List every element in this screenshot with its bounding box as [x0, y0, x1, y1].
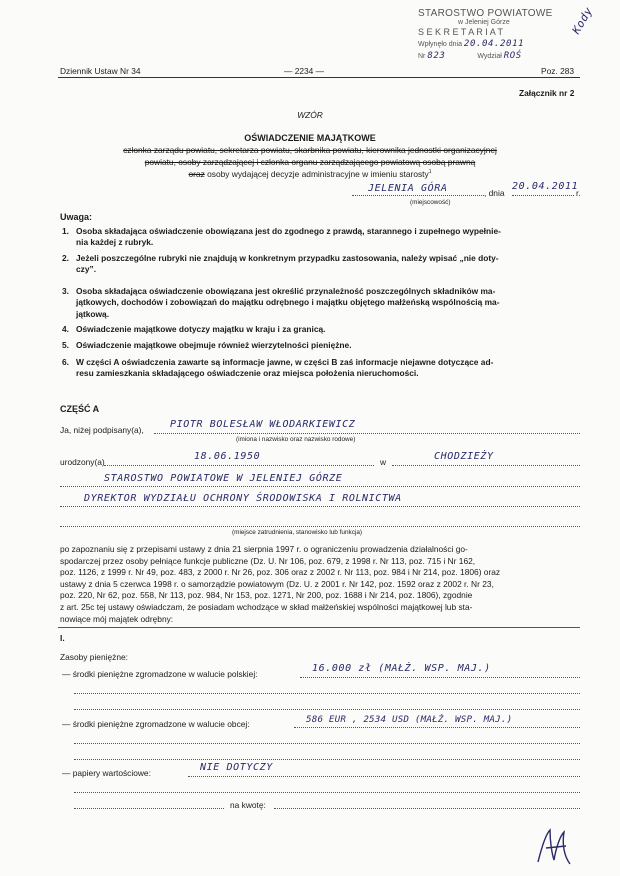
note-number: 4. — [62, 324, 69, 334]
securities-value: NIE DOTYCZY — [200, 762, 273, 773]
note-line: Oświadczenie majątkowe obejmuje również wierzytelności pieniężne. — [76, 340, 352, 350]
annex-label: Załącznik nr 2 — [519, 88, 575, 98]
pln-line — [300, 677, 580, 678]
corner-note: Kody — [569, 4, 596, 37]
stamp-title: STAROSTWO POWIATOWE — [418, 8, 553, 19]
name-caption: (imiona i nazwisko oraz nazwisko rodowe) — [236, 436, 356, 443]
page-number: — 2234 — — [284, 66, 325, 76]
birth-date: 18.06.1950 — [194, 451, 261, 462]
note-text — [76, 340, 576, 351]
stamp-subtitle: w Jeleniej Górze — [458, 19, 510, 26]
section-i-heading: I. — [60, 633, 65, 643]
workplace-text-1: STAROSTWO POWIATOWE W JELENIEJ GÓRZE — [104, 473, 343, 484]
birth-date-line — [104, 465, 374, 466]
note-line: nia każdej z rubryk. — [76, 237, 154, 248]
subtitle-struck-word: oraz — [188, 169, 205, 179]
stamp-number-row — [418, 51, 568, 61]
note-line: resu zamieszkania składającego oświadczenie oraz miejsca położenia nieruchomości. — [76, 368, 419, 379]
struck-line-1: członka zarządu powiatu, sekretarza powiatu, skarbnika powiatu, kierownika jednostki organizacyjnej — [123, 145, 497, 155]
foreign-extra-line-1 — [74, 743, 580, 744]
name-line — [154, 433, 580, 434]
declarant-name: PIOTR BOLESŁAW WŁODARKIEWICZ — [170, 419, 356, 430]
office-stamp — [418, 8, 568, 61]
note-line: czy”. — [76, 264, 97, 275]
securities-extra-line-1 — [74, 792, 580, 793]
note-number: 6. — [62, 357, 69, 367]
part-a-heading: CZĘŚĆ A — [60, 404, 100, 414]
note-number: 2. — [62, 253, 69, 263]
note-number: 5. — [62, 340, 69, 350]
notes-heading: Uwaga: — [60, 212, 93, 222]
wzor-label: WZÓR — [297, 110, 323, 120]
stamp-sekretariat: S E K R E T A R I A T — [418, 27, 504, 37]
place-line — [352, 195, 484, 196]
initials-signature — [534, 826, 578, 868]
section-rule — [58, 627, 580, 628]
securities-extra-line-2 — [74, 808, 224, 809]
stamp-received-value: 20.04.2011 — [463, 39, 525, 49]
workplace-line-1 — [60, 486, 580, 487]
amount-label: na kwotę: — [230, 800, 266, 810]
note-line: W części A oświadczenia zawarte są informacje jawne, w części B zaś informacje niejawne dotyczące ad- — [76, 357, 494, 367]
document-title: OŚWIADCZENIE MAJĄTKOWE — [244, 133, 376, 143]
date-label: , dnia — [484, 188, 505, 198]
date-line — [512, 195, 574, 196]
foreign-value: 586 EUR , 2534 USD (MAŁŻ. WSP. MAJ.) — [306, 714, 513, 725]
note-line: Oświadczenie majątkowe dotyczy majątku w kraju i za granicą. — [76, 324, 326, 334]
birth-place-line — [392, 465, 580, 466]
year-suffix: r. — [576, 188, 581, 198]
note-text — [76, 226, 576, 249]
place-caption: (miejscowość) — [410, 199, 451, 206]
note-line: jątkową. — [76, 308, 110, 319]
workplace-text-2: DYREKTOR WYDZIAŁU OCHRONY ŚRODOWISKA I ROLNICTWA — [84, 493, 402, 504]
stamp-wydzial-value: ROŚ — [503, 51, 522, 61]
birth-place-label: w — [380, 457, 387, 467]
pln-label: — środki pieniężne zgromadzone w walucie polskiej: — [62, 669, 258, 679]
note-text — [76, 286, 576, 320]
note-line: Jeżeli poszczególne rubryki nie znajdują w konkretnym przypadku zastosowania, należy wpisać „nie doty- — [76, 253, 499, 263]
date-value: 20.04.2011 — [512, 181, 579, 192]
paragraph-line: ustawy z dnia 5 czerwca 1998 r. o samorządzie powiatowym (Dz. U. z 2001 r. Nr 142, poz. 1592 oraz z 2002 r. Nr 23, — [60, 578, 494, 589]
subtitle-line — [30, 169, 590, 179]
birth-place: CHODZIEŻY — [434, 451, 494, 462]
stamp-received-row — [418, 39, 568, 49]
birth-label: urodzony(a) — [60, 457, 105, 467]
stamp-received-label: Wpłynęło dnia — [418, 41, 462, 48]
paragraph-line: spodarczej przez osoby pełniące funkcje publiczne (Dz. U. Nr 106, poz. 679, z 1998 r. Nr 113, poz. 715 i Nr 162, — [60, 555, 476, 566]
paragraph-line: z art. 25c tej ustawy oświadczam, że posiadam wchodzące w skład małżeńskiej wspólności majątkowej lub sta- — [60, 601, 473, 612]
foreign-line — [294, 727, 580, 728]
paragraph-line: poz. 220, Nr 62, poz. 558, Nr 113, poz. 984, Nr 153, poz. 1271, Nr 200, poz. 1688 i Nr 214, poz. 1806), zgodnie — [60, 590, 473, 601]
foreign-label: — środki pieniężne zgromadzone w walucie obcej: — [62, 719, 250, 729]
position-number: Poz. 283 — [541, 66, 575, 76]
securities-line — [188, 776, 580, 777]
struck-line-2: powiatu, osoby zarządzającej i członka organu zarządzającego powiatową osobą prawną — [144, 157, 476, 167]
note-text — [76, 357, 576, 380]
paragraph-line: po zapoznaniu się z przepisami ustawy z dnia 21 sierpnia 1997 r. o ograniczeniu prowadzenia działalności go- — [60, 544, 468, 554]
stamp-wydzial-label: Wydział — [477, 53, 502, 60]
workplace-line-2 — [60, 506, 580, 507]
cash-heading: Zasoby pieniężne: — [60, 652, 128, 662]
legal-paragraph — [60, 544, 590, 625]
amount-line — [274, 808, 580, 809]
stamp-nr-label: Nr — [418, 53, 426, 60]
note-number: 3. — [62, 286, 69, 296]
declarant-label: Ja, niżej podpisany(a), — [60, 425, 144, 435]
header-rule — [58, 77, 580, 78]
note-text — [76, 324, 576, 335]
footnote-marker: 1 — [428, 169, 432, 176]
note-line: Osoba składająca oświadczenie obowiązana jest określić przynależność poszczególnych składników ma- — [76, 286, 496, 296]
paragraph-line: poz. 1126, z 1999 r. Nr 49, poz. 483, z 2000 r. Nr 26, poz. 306 oraz z 2002 r. Nr 113, poz. 984 i Nr 214, poz. 1806) oraz — [60, 567, 501, 578]
foreign-extra-line-2 — [74, 759, 580, 760]
pln-value: 16.000 zł (MAŁŻ. WSP. MAJ.) — [312, 663, 491, 674]
note-text — [76, 253, 576, 276]
pln-extra-line-1 — [74, 693, 580, 694]
note-line: jątkowych, dochodów i zobowiązań do majątku odrębnego i majątku objętego małżeńską wspólnością ma- — [76, 297, 500, 308]
place-value: JELENIA GÓRA — [368, 183, 448, 194]
journal-name: Dziennik Ustaw Nr 34 — [60, 66, 141, 76]
note-line: Osoba składająca oświadczenie obowiązana jest do zgodnego z prawdą, starannego i zupełnego wypełnie- — [76, 226, 501, 236]
securities-label: — papiery wartościowe: — [62, 768, 151, 778]
note-number: 1. — [62, 226, 69, 236]
subtitle-rest: osoby wydającej decyzje administracyjne w imieniu starosty — [204, 169, 429, 179]
pln-extra-line-2 — [74, 709, 580, 710]
stamp-nr-value: 823 — [427, 51, 446, 61]
workplace-caption: (miejsce zatrudnienia, stanowisko lub funkcja) — [232, 529, 363, 536]
workplace-line-3 — [60, 526, 580, 527]
paragraph-line: nowiące mój majątek odrębny: — [60, 613, 174, 624]
